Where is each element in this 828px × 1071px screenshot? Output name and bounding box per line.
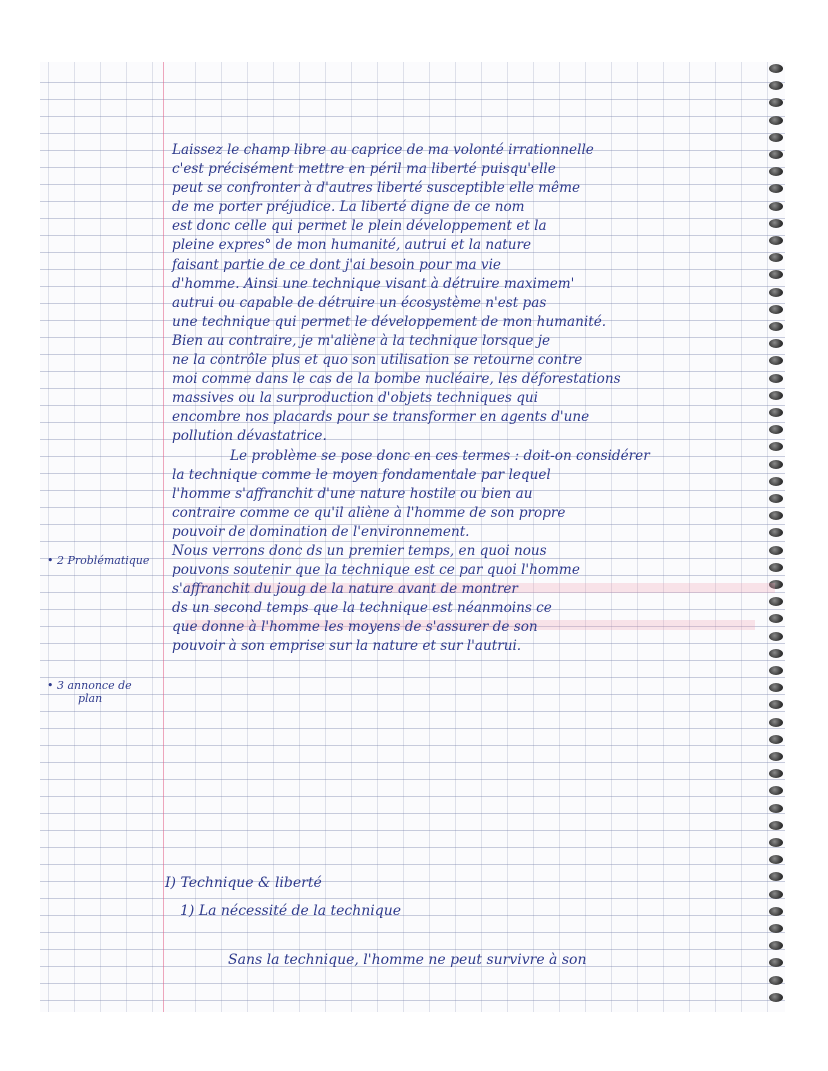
binding-ring bbox=[769, 941, 783, 950]
binding-ring bbox=[769, 924, 783, 933]
text-line: massives ou la surproduction d'objets techniques qui bbox=[172, 390, 539, 407]
text-line: ne la contrôle plus et quo son utilisation se retourne contre bbox=[172, 352, 583, 369]
text-line: Le problème se pose donc en ces termes : doit-on considérer bbox=[230, 447, 650, 464]
binding-ring bbox=[769, 769, 783, 778]
binding-ring bbox=[769, 98, 783, 107]
subsection-title: 1) La nécessité de la technique bbox=[180, 903, 402, 919]
text-line: c'est précisément mettre en péril ma liberté puisqu'elle bbox=[172, 161, 556, 178]
binding-ring bbox=[769, 804, 783, 813]
text-line: Nous verrons donc ds un premier temps, en quoi nous bbox=[172, 542, 547, 559]
binding-ring bbox=[769, 683, 783, 692]
binding-ring bbox=[769, 958, 783, 967]
text-line: pouvons soutenir que la technique est ce par quoi l'homme bbox=[172, 562, 580, 579]
binding-ring bbox=[769, 993, 783, 1002]
margin-note-plan-line1: • 3 annonce de bbox=[47, 679, 132, 692]
text-line: que donne à l'homme les moyens de s'assurer de son bbox=[172, 619, 538, 636]
text-line: moi comme dans le cas de la bombe nucléaire, les déforestations bbox=[172, 371, 621, 388]
binding-ring bbox=[769, 976, 783, 985]
text-line: est donc celle qui permet le plein développement et la bbox=[172, 218, 547, 235]
text-line: contraire comme ce qu'il aliène à l'homme de son propre bbox=[172, 504, 566, 521]
text-line: de me porter préjudice. La liberté digne de ce nom bbox=[172, 199, 525, 216]
margin-note-problematique: • 2 Problématique bbox=[47, 554, 150, 567]
binding-ring bbox=[769, 81, 783, 90]
binding-ring bbox=[769, 855, 783, 864]
text-line: Bien au contraire, je m'aliène à la technique lorsque je bbox=[172, 332, 551, 349]
text-line: encombre nos placards pour se transformer en agents d'une bbox=[172, 409, 590, 426]
text-line: une technique qui permet le développement de mon humanité. bbox=[172, 313, 607, 330]
text-line: pollution dévastatrice. bbox=[172, 428, 327, 445]
binding-ring bbox=[769, 735, 783, 744]
binding-ring bbox=[769, 838, 783, 847]
binding-ring bbox=[769, 752, 783, 761]
binding-ring bbox=[769, 872, 783, 881]
text-line: pouvoir de domination de l'environnement. bbox=[172, 523, 470, 540]
text-line: la technique comme le moyen fondamentale par lequel bbox=[172, 466, 551, 483]
text-line: peut se confronter à d'autres liberté susceptible elle même bbox=[172, 180, 581, 197]
text-line: d'homme. Ainsi une technique visant à détruire maximem' bbox=[172, 275, 575, 292]
handwritten-text bbox=[172, 141, 794, 657]
text-line: l'homme s'affranchit d'une nature hostile ou bien au bbox=[172, 485, 533, 502]
margin-note-plan-line2: plan bbox=[78, 692, 103, 705]
text-line: faisant partie de ce dont j'ai besoin pour ma vie bbox=[172, 256, 501, 273]
text-line: s'affranchit du joug de la nature avant de montrer bbox=[172, 581, 518, 598]
text-line: autrui ou capable de détruire un écosystème n'est pas bbox=[172, 294, 547, 311]
binding-ring bbox=[769, 700, 783, 709]
section-title: I) Technique & liberté bbox=[165, 875, 322, 891]
binding-ring bbox=[769, 116, 783, 125]
text-line: ds un second temps que la technique est néanmoins ce bbox=[172, 600, 552, 617]
binding-ring bbox=[769, 786, 783, 795]
binding-ring bbox=[769, 890, 783, 899]
binding-ring bbox=[769, 64, 783, 73]
binding-ring bbox=[769, 718, 783, 727]
text-line: Laissez le champ libre au caprice de ma volonté irrationnelle bbox=[172, 142, 594, 158]
binding-ring bbox=[769, 666, 783, 675]
margin-line bbox=[163, 62, 164, 1012]
text-line: Sans la technique, l'homme ne peut survivre à son bbox=[228, 952, 587, 968]
text-line: pleine expres° de mon humanité, autrui et la nature bbox=[172, 237, 532, 254]
binding-ring bbox=[769, 907, 783, 916]
binding-ring bbox=[769, 821, 783, 830]
text-line: pouvoir à son emprise sur la nature et sur l'autrui. bbox=[172, 638, 522, 655]
